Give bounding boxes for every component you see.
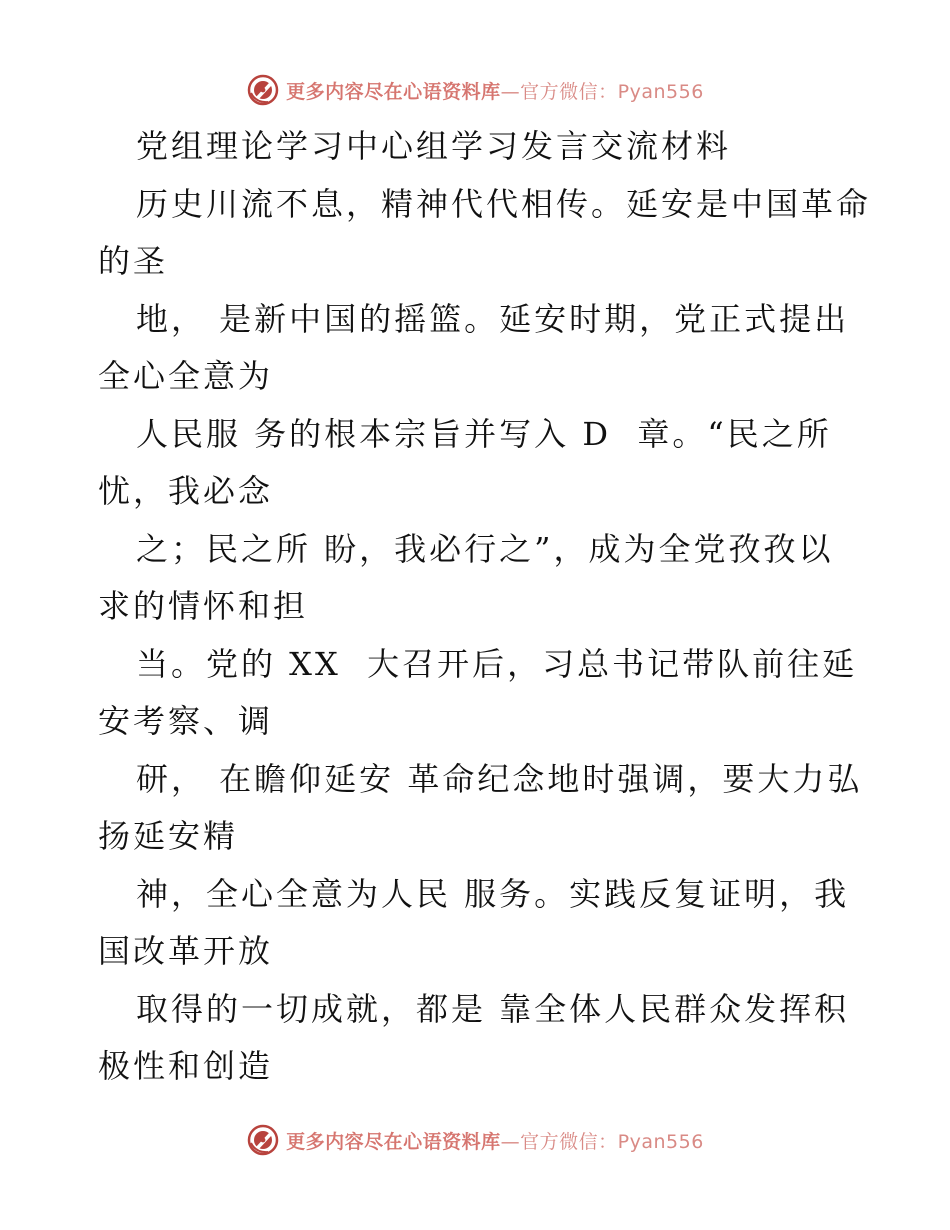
watermark-sub-text: —官方微信：Pyan556 xyxy=(500,80,704,103)
pen-nib-logo-icon xyxy=(246,73,280,107)
text-line: 求的情怀和担 xyxy=(98,587,309,625)
text-line: 取得的一切成就，都是 靠全体人民群众发挥积 xyxy=(136,989,850,1028)
text-line: 极性和创造 xyxy=(98,1047,274,1085)
footer-watermark xyxy=(0,1120,950,1160)
text-line: 神，全心全意为人民 服务。实践反复证明，我 xyxy=(136,874,850,913)
text-line: 安考察、调 xyxy=(98,702,274,740)
text-line: 历史川流不息，精神代代相传。延安是中国革命 xyxy=(136,184,872,223)
watermark-sub-text: —官方微信：Pyan556 xyxy=(500,1130,704,1153)
watermark-main-text: 更多内容尽在心语资料库 xyxy=(286,1130,501,1153)
pen-nib-logo-icon xyxy=(246,1123,280,1157)
text-line: 的圣 xyxy=(98,242,169,280)
text-line: 国改革开放 xyxy=(98,932,274,970)
text-line: 扬延安精 xyxy=(98,817,239,855)
text-line: 人民服 务的根本宗旨并写入 D 章。“民之所 xyxy=(136,414,832,453)
watermark-main-text: 更多内容尽在心语资料库 xyxy=(286,80,501,103)
text-line: 研， 在瞻仰延安 革命纪念地时强调，要大力弘 xyxy=(136,759,863,798)
document-title: 党组理论学习中心组学习发言交流材料 xyxy=(136,127,732,165)
text-line: 当。党的 XX 大召开后，习总书记带队前往延 xyxy=(136,644,858,683)
document-body xyxy=(98,118,872,1096)
text-line: 忧，我必念 xyxy=(98,472,274,510)
text-line: 地， 是新中国的摇篮。延安时期，党正式提出 xyxy=(136,299,850,338)
text-line: 之；民之所 盼，我必行之”，成为全党孜孜以 xyxy=(136,529,834,568)
header-watermark xyxy=(0,70,950,110)
text-line: 全心全意为 xyxy=(98,357,274,395)
